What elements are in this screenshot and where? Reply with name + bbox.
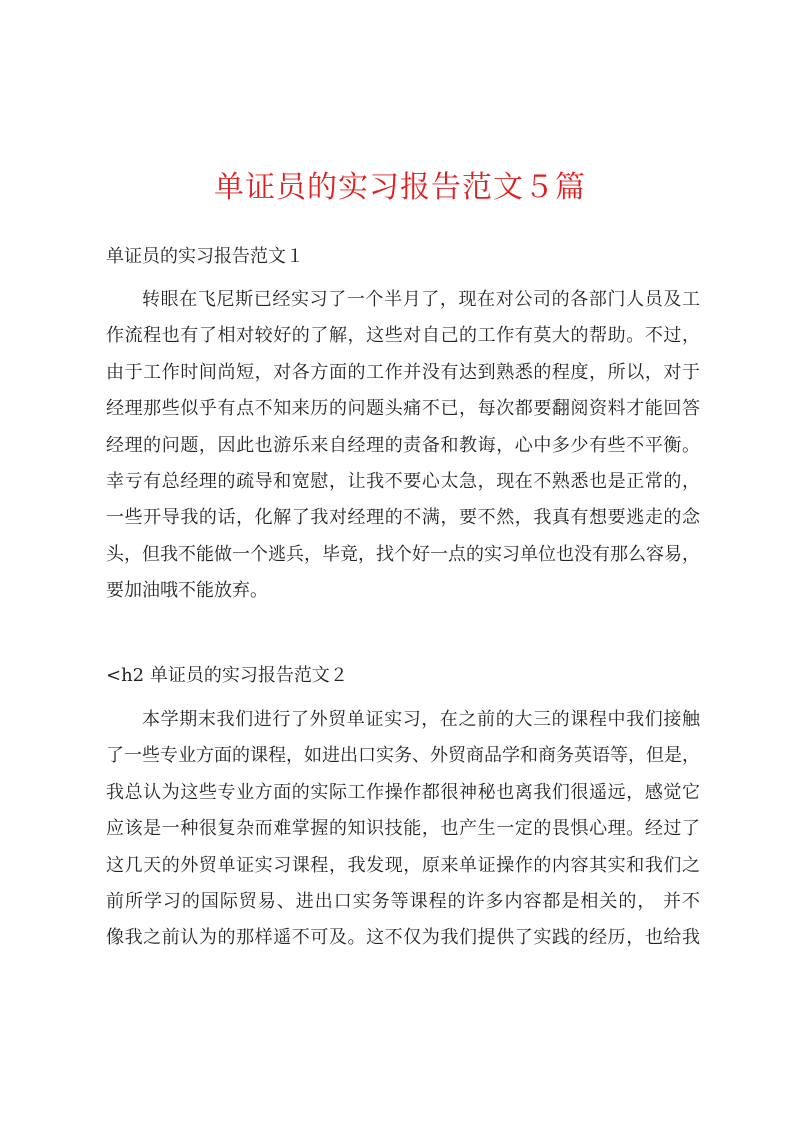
paragraph-line: 经理那些似乎有点不知来历的问题头痛不已，每次都要翻阅资料才能回答 (106, 398, 700, 420)
section-1-paragraph (106, 282, 700, 610)
paragraph-line: 前所学习的国际贸易、进出口实务等课程的许多内容都是相关的， 并不 (106, 890, 700, 912)
paragraph-line: 一些开导我的话，化解了我对经理的不满，要不然，我真有想要逃走的念 (106, 507, 700, 529)
paragraph-line: 作流程也有了相对较好的了解，这些对自己的工作有莫大的帮助。不过， (106, 325, 700, 347)
paragraph-line: 经理的问题，因此也游乐来自经理的责备和教诲，心中多少有些不平衡。 (106, 434, 700, 456)
paragraph-line: 转眼在飞尼斯已经实习了一个半月了，现在对公司的各部门人员及工 (142, 289, 700, 310)
paragraph-line: 这几天的外贸单证实习课程，我发现，原来单证操作的内容其实和我们之 (106, 854, 700, 876)
paragraph-line: 头，但我不能做一个逃兵，毕竟，找个好一点的实习单位也没有那么容易， (106, 543, 700, 565)
section-heading-2: <h2 单证员的实习报告范文２ (106, 665, 348, 686)
paragraph-line: 像我之前认为的那样遥不可及。这不仅为我们提供了实践的经历，也给我 (106, 927, 700, 949)
paragraph-line: 应该是一种很复杂而难掌握的知识技能，也产生一定的畏惧心理。经过了 (106, 818, 700, 840)
paragraph-line: 由于工作时间尚短，对各方面的工作并没有达到熟悉的程度，所以，对于 (106, 361, 700, 383)
section-heading-1: 单证员的实习报告范文１ (106, 246, 304, 267)
paragraph-line: 幸亏有总经理的疏导和宽慰，让我不要心太急，现在不熟悉也是正常的， (106, 470, 700, 492)
paragraph-line: 了一些专业方面的课程，如进出口实务、外贸商品学和商务英语等，但是， (106, 745, 700, 767)
paragraph-line: 本学期末我们进行了外贸单证实习，在之前的大三的课程中我们接触 (142, 709, 700, 730)
paragraph-line: 我总认为这些专业方面的实际工作操作都很神秘也离我们很遥远，感觉它 (106, 781, 700, 803)
paragraph-line: 要加油哦不能放弃。 (106, 580, 268, 602)
document-title: 单证员的实习报告范文５篇 (214, 170, 586, 205)
section-2-paragraph (106, 702, 700, 957)
